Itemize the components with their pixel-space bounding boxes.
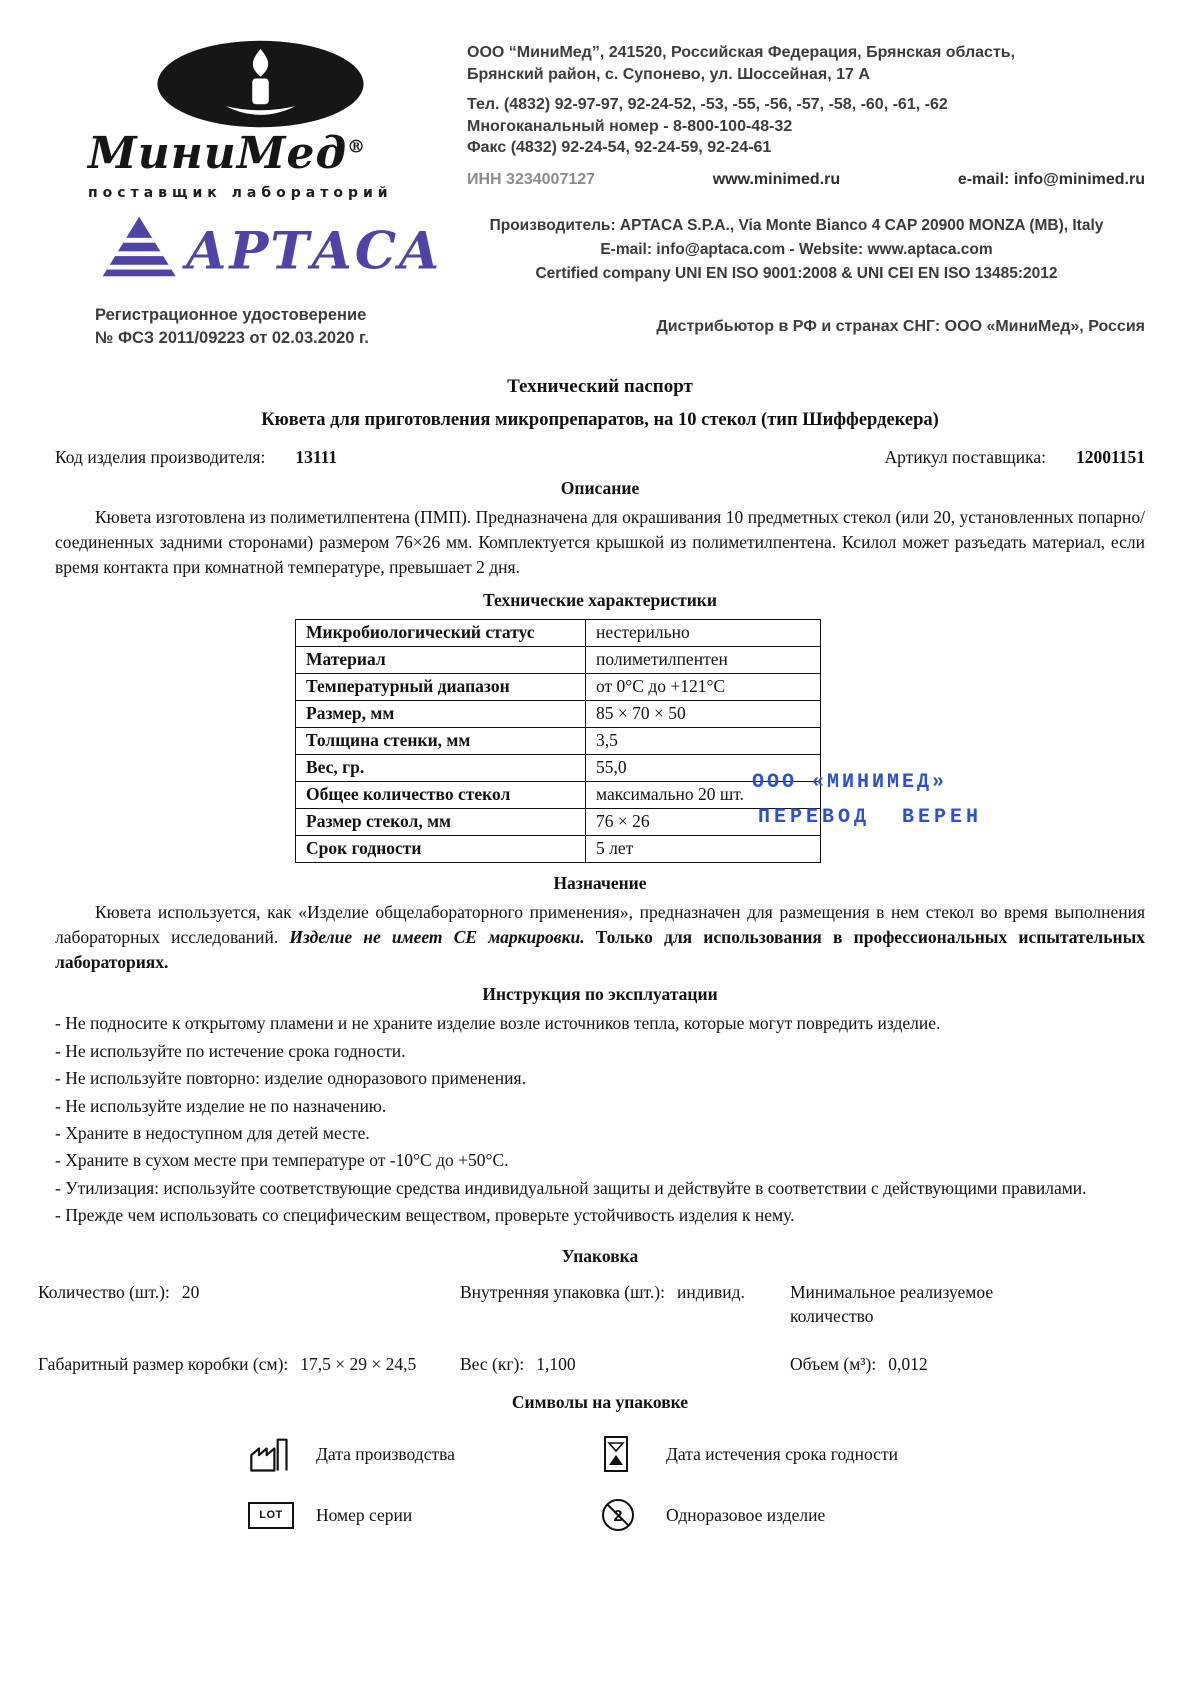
- manufacturer-code: [55, 447, 337, 468]
- packaging-inner-value: индивид.: [676, 1282, 745, 1303]
- spec-table: [295, 619, 821, 863]
- minimed-logo: [88, 38, 433, 201]
- spec-row: [296, 754, 821, 781]
- packaging-box-size: [38, 1353, 460, 1377]
- packaging-inner-label: Внутренняя упаковка (шт.):: [460, 1282, 665, 1303]
- lot-number-icon: [248, 1502, 316, 1529]
- single-use-icon: [598, 1495, 666, 1535]
- spec-label: Микробиологический статус: [296, 619, 586, 646]
- spec-value: 85 × 70 × 50: [586, 700, 821, 727]
- manufacture-date-icon: [248, 1434, 316, 1474]
- instruction-item: - Не используйте изделие не по назначению.: [55, 1095, 387, 1116]
- registration-certificate: [95, 304, 369, 350]
- registration-line2: № ФСЗ 2011/09223 от 02.03.2020 г.: [95, 329, 369, 348]
- document-title: Технический паспорт: [507, 376, 693, 398]
- manufacturer-header: [0, 201, 1200, 288]
- supplier-article-value: 12001151: [1075, 447, 1145, 468]
- packaging-volume: [790, 1353, 1162, 1377]
- purpose-text: [0, 900, 1200, 975]
- packaging-heading: Упаковка: [561, 1246, 639, 1267]
- symbols-grid: [248, 1433, 948, 1535]
- supplier-email: e-mail: info@minimed.ru: [957, 170, 1145, 188]
- supplier-article-label: Артикул поставщика:: [884, 447, 1046, 468]
- spec-value: 76 × 26: [586, 808, 821, 835]
- packaging-box-value: 17,5 × 29 × 24,5: [300, 1353, 417, 1374]
- supplier-inn: ИНН 3234007127: [467, 170, 596, 188]
- spec-label: Срок годности: [296, 835, 586, 862]
- instruction-item: - Прежде чем использовать со специфическим веществом, проверьте устойчивость изделия к нему.: [55, 1205, 795, 1226]
- spec-value: 55,0: [586, 754, 821, 781]
- aptaca-logo: [88, 211, 448, 288]
- description-heading: Описание: [560, 478, 640, 499]
- supplier-address-line1: ООО “МиниМед”, 241520, Российская Федерация, Брянская область,: [467, 44, 1016, 61]
- registered-mark: ®: [347, 136, 367, 158]
- distributor-note: Дистрибьютор в РФ и странах СНГ: ООО «МиниМед», Россия: [656, 318, 1145, 336]
- spec-label: Размер стекол, мм: [296, 808, 586, 835]
- manufacturer-code-label: Код изделия производителя:: [55, 447, 266, 468]
- manufacturer-code-value: 13111: [295, 447, 338, 468]
- spec-label: Материал: [296, 646, 586, 673]
- spec-row: [296, 619, 821, 646]
- packaging-inner: [460, 1281, 790, 1305]
- spec-row: [296, 700, 821, 727]
- registration-line1: Регистрационное удостоверение: [95, 306, 367, 325]
- purpose-heading: Назначение: [553, 872, 647, 893]
- instruction-item: - Утилизация: используйте соответствующие средства индивидуальной защиты и действуйте в соответствии с действующими правилами.: [55, 1177, 1087, 1198]
- packaging-min-quantity: Минимальное реализуемое количество: [790, 1282, 994, 1327]
- minimed-logo-emblem-icon: [143, 38, 378, 130]
- spec-value: 5 лет: [586, 835, 821, 862]
- spec-label: Общее количество стекол: [296, 781, 586, 808]
- specs-heading: Технические характеристики: [483, 589, 717, 610]
- packaging-weight-label: Вес (кг):: [460, 1353, 525, 1374]
- supplier-phone: Тел. (4832) 92-97-97, 92-24-52, -53, -55, -56, -57, -58, -60, -61, -62: [467, 96, 948, 114]
- symbols-row-2: [248, 1495, 948, 1535]
- stamp-line2: ПЕРЕВОД ВЕРЕН: [758, 806, 983, 829]
- minimed-logo-name: [88, 128, 433, 179]
- minimed-logo-text: МиниМед: [88, 128, 348, 179]
- manufacturer-info: [448, 214, 1145, 286]
- product-codes: [0, 447, 1200, 468]
- spec-row: [296, 673, 821, 700]
- lot-box-text: LOT: [248, 1502, 294, 1529]
- spec-label: Температурный диапазон: [296, 673, 586, 700]
- packaging-quantity-value: 20: [181, 1282, 200, 1303]
- spec-row: [296, 835, 821, 862]
- spec-row: [296, 727, 821, 754]
- manufacturer-certification: Certified company UNI EN ISO 9001:2008 & UNI CEI EN ISO 13485:2012: [535, 264, 1058, 282]
- supplier-website: www.minimed.ru: [712, 170, 841, 188]
- instruction-item: - Не подносите к открытому пламени и не храните изделие возле источников тепла, которые могут повредить изделие.: [55, 1013, 941, 1034]
- packaging-weight: [460, 1353, 790, 1377]
- single-use-label: Одноразовое изделие: [666, 1504, 826, 1525]
- instruction-item: - Не используйте по истечение срока годности.: [55, 1040, 406, 1061]
- lot-number-label: Номер серии: [316, 1504, 413, 1525]
- aptaca-logo-text: АРТАСА: [185, 220, 438, 282]
- product-name: Кювета для приготовления микропрепаратов, на 10 стекол (тип Шиффердекера): [261, 410, 939, 431]
- spec-label: Размер, мм: [296, 700, 586, 727]
- packaging-grid: [0, 1281, 1200, 1376]
- spec-value: полиметилпентен: [586, 646, 821, 673]
- instruction-item: - Храните в недоступном для детей месте.: [55, 1122, 370, 1143]
- spec-row: [296, 781, 821, 808]
- supplier-fax: Факс (4832) 92-24-54, 92-24-59, 92-24-61: [467, 139, 772, 157]
- purpose-text-lab: Только для использования в профессиональных испытательных лабораториях.: [55, 926, 1145, 972]
- spec-value: от 0°С до +121°С: [586, 673, 821, 700]
- supplier-header: [0, 0, 1200, 201]
- registration-row: [0, 288, 1200, 350]
- manufacturer-line: Производитель: APTACA S.P.A., Via Monte Bianco 4 CAP 20900 MONZA (MB), Italy: [489, 216, 1104, 234]
- spec-label: Вес, гр.: [296, 754, 586, 781]
- aptaca-logo-icon: [88, 211, 438, 283]
- spec-value: максимально 20 шт.: [586, 781, 821, 808]
- manufacturer-contacts: E-mail: info@aptaca.com - Website: www.aptaca.com: [600, 240, 993, 258]
- supplier-address-line2: Брянский район, с. Супонево, ул. Шоссейная, 17 А: [467, 65, 870, 83]
- symbols-heading: Символы на упаковке: [511, 1392, 689, 1413]
- purpose-text-ce: Изделие не имеет СЕ маркировки.: [289, 926, 585, 947]
- instruction-item: - Храните в сухом месте при температуре от -10°С до +50°С.: [55, 1150, 509, 1171]
- supplier-article: [885, 447, 1145, 468]
- minimed-tagline: поставщик лабораторий: [88, 185, 393, 202]
- expiry-date-label: Дата истечения срока годности: [666, 1443, 898, 1464]
- spec-value: нестерильно: [586, 619, 821, 646]
- packaging-quantity: [38, 1281, 460, 1305]
- spec-row: [296, 646, 821, 673]
- packaging-weight-value: 1,100: [536, 1353, 576, 1374]
- instructions-list: [0, 1011, 1200, 1228]
- purpose-text-normal: Кювета используется, как «Изделие общелабораторного применения», предназначен для размещения в нем стекол во время выполнения лабораторных исследований.: [55, 901, 1145, 947]
- description-text: Кювета изготовлена из полиметилпентена (ПМП). Предназначена для окрашивания 10 предметных стекол (или 20, установленных попарно/соединенных задними сторонами) размером 76×26 мм. Комплектуется крышкой из полиметилпентена. Ксилол может разъедать материал, если время контакта при комнатной температуре, превышает 2 дня.: [55, 507, 1145, 578]
- packaging-quantity-label: Количество (шт.):: [38, 1282, 170, 1303]
- symbols-row-1: [248, 1433, 948, 1475]
- packaging-box-label: Габаритный размер коробки (см):: [38, 1353, 289, 1374]
- packaging-volume-label: Объем (м³):: [790, 1353, 877, 1374]
- instructions-heading: Инструкция по эксплуатации: [482, 984, 718, 1005]
- expiry-date-icon: [598, 1433, 666, 1475]
- svg-text:2: 2: [613, 1508, 623, 1526]
- supplier-multichannel: Многоканальный номер - 8-800-100-48-32: [467, 117, 793, 135]
- supplier-contacts: [433, 38, 1145, 201]
- instruction-item: - Не используйте повторно: изделие одноразового применения.: [55, 1068, 526, 1089]
- spec-value: 3,5: [586, 727, 821, 754]
- spec-row: [296, 808, 821, 835]
- manufacture-date-label: Дата производства: [316, 1443, 455, 1464]
- stamp-line1: ООО «МИНИМЕД»: [752, 771, 948, 794]
- translation-stamp: [752, 765, 982, 835]
- spec-label: Толщина стенки, мм: [296, 727, 586, 754]
- packaging-volume-value: 0,012: [888, 1353, 928, 1374]
